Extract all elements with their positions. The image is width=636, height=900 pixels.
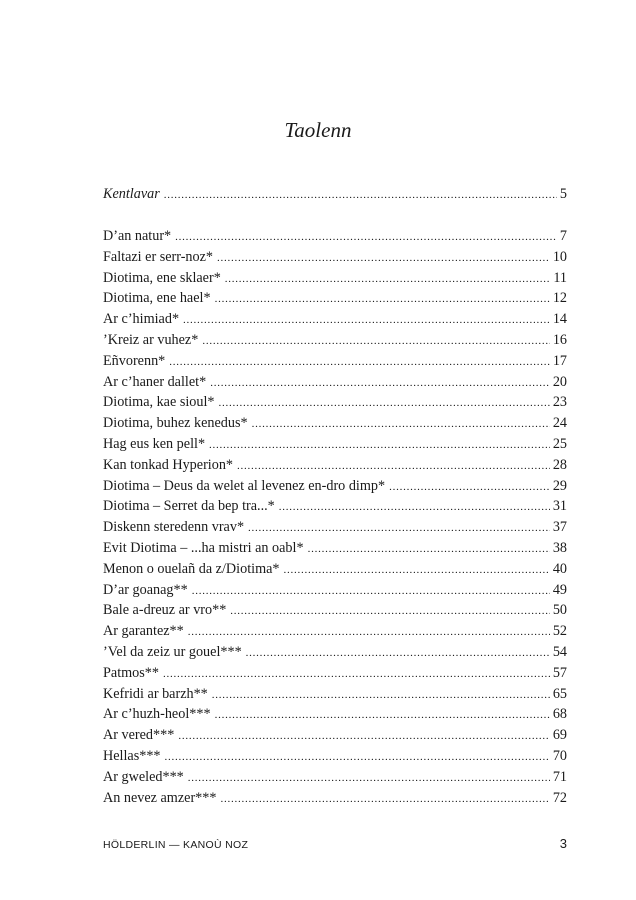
toc-entry [103,724,567,746]
dot-leader [212,684,550,706]
toc-entry-title: Ar c’haner dallet* [103,373,207,390]
toc-entry-title: D’ar goanag** [103,581,188,598]
toc-entry-page: 28 [552,456,567,473]
dot-leader [209,434,550,456]
toc-entry-title: Kentlavar [103,186,160,202]
toc-entry-page: 24 [552,415,567,432]
dot-leader [202,330,549,352]
toc-entry-title: Menon o ouelañ da z/Diotima* [103,560,280,577]
page-number: 3 [559,836,567,851]
toc-entry [103,620,567,642]
toc-entry-page: 17 [552,352,567,369]
dot-leader [215,288,550,310]
toc-entry-title: An nevez amzer*** [103,789,217,806]
toc-entry-title: Evit Diotima – ...ha mistri an oabl* [103,540,304,556]
dot-leader [188,767,550,789]
toc-entry-page: 52 [552,623,567,640]
dot-leader [220,788,549,810]
toc-entry-page: 57 [552,664,567,681]
dot-leader [252,413,550,435]
toc-entry [103,537,567,559]
toc-entry-title: Diotima, ene sklaer* [103,269,221,286]
toc-entry-title: Ar c’huzh-heol*** [103,706,211,723]
toc-entry-title: Ar gweled*** [103,768,184,785]
toc-entry-title: Ar garantez** [103,623,184,640]
toc-entry-title: Diotima, buhez kenedus* [103,415,248,432]
dot-leader [215,704,550,726]
toc-entry [103,329,567,351]
dot-leader [230,600,550,622]
toc-entry [103,516,567,538]
toc-entry-title: Ar c’himiad* [103,311,180,328]
dot-leader [178,725,550,747]
dot-leader [183,309,550,331]
dot-leader [308,538,550,560]
toc-entry-title: Ar vered*** [103,727,175,744]
running-head: HÖLDERLIN — KANOÙ NOZ [103,839,249,851]
dot-leader [219,392,550,414]
dot-leader [279,496,550,518]
dot-leader [210,372,550,394]
toc-entry [103,287,567,309]
toc-entry-page: 40 [552,560,567,577]
toc-entry [103,662,567,684]
toc-entry-title: Diotima – Serret da bep tra...* [103,498,275,515]
toc-entry-page: 7 [559,228,567,244]
dot-leader [217,247,550,269]
toc-entry-title: Bale a-dreuz ar vro** [103,602,227,619]
toc-entry-page: 23 [552,394,567,411]
toc-entry-title: ’Kreiz ar vuhez* [103,332,199,348]
toc-entry [103,454,567,476]
toc-entry-title: Faltazi er serr-noz* [103,248,214,265]
toc-entry-page: 5 [559,186,567,202]
toc-entry-title: D’an natur* [103,228,172,244]
toc-entry-page: 71 [552,768,567,785]
toc-entry [103,371,567,393]
dot-leader [164,184,557,206]
toc-entry [103,641,567,663]
toc-entry-page: 12 [552,290,567,307]
toc-entry-page: 11 [553,269,567,286]
toc-entry [103,246,567,268]
toc-entry-page: 65 [552,685,567,702]
toc-entry-page: 29 [552,477,567,494]
dot-leader [389,476,550,498]
toc-entry-title: Diotima – Deus da welet al levenez en-dro dimp* [103,477,386,494]
toc-entry [103,787,567,809]
toc-entry [103,558,567,580]
toc-entry [103,599,567,621]
toc-entry-page: 68 [552,706,567,723]
toc-entry [103,412,567,434]
toc-entry [103,433,567,455]
toc-entry-page: 16 [552,332,567,348]
page-title: Taolenn [284,118,352,142]
toc-entry-title: Hag eus ken pell* [103,436,206,452]
toc-entry-page: 10 [552,248,567,265]
toc-entry-title: Diotima, ene hael* [103,290,211,307]
toc-entry-title: Hellas*** [103,748,161,764]
toc-entry-page: 70 [552,748,567,764]
page-footer [103,836,567,854]
toc-entry [103,308,567,330]
toc-entry [103,475,567,497]
dot-leader [284,559,550,581]
toc-entry-title: ’Vel da zeiz ur gouel*** [103,644,242,660]
toc-entry-page: 72 [552,789,567,806]
toc-entry [103,350,567,372]
toc-entry-page: 69 [552,727,567,744]
toc-entry-page: 50 [552,602,567,619]
dot-leader [248,517,550,539]
toc-entry-title: Diskenn steredenn vrav* [103,519,245,536]
toc-entry-title: Diotima, kae sioul* [103,394,215,411]
toc-entry [103,766,567,788]
dot-leader [225,268,551,290]
dot-leader [163,663,550,685]
dot-leader [188,621,550,643]
toc-entry-title: Patmos** [103,664,159,681]
toc-entry [103,267,567,289]
toc-entry [103,683,567,705]
toc-entry [103,495,567,517]
toc-entry-page: 14 [552,311,567,328]
dot-leader [237,455,550,477]
toc-entry-page: 20 [552,373,567,390]
toc-entry [103,745,567,767]
toc-entry-title: Kefridi ar barzh** [103,685,208,702]
dot-leader [246,642,550,664]
dot-leader [192,580,550,602]
toc-entry-page: 31 [552,498,567,515]
toc-entry [103,225,567,247]
toc-entry-title: Eñvorenn* [103,352,166,369]
dot-leader [165,746,550,768]
toc-entry [103,703,567,725]
toc-entry-page: 49 [552,581,567,598]
toc-entry-page: 54 [552,644,567,660]
toc-entry-title: Kan tonkad Hyperion* [103,456,234,473]
toc-entry-page: 25 [552,436,567,452]
toc-entry-page: 37 [552,519,567,536]
dot-leader [169,351,550,373]
dot-leader [175,226,557,248]
toc-entry [103,579,567,601]
toc-entry [103,183,567,205]
toc-entry-page: 38 [552,540,567,556]
toc-entry [103,391,567,413]
